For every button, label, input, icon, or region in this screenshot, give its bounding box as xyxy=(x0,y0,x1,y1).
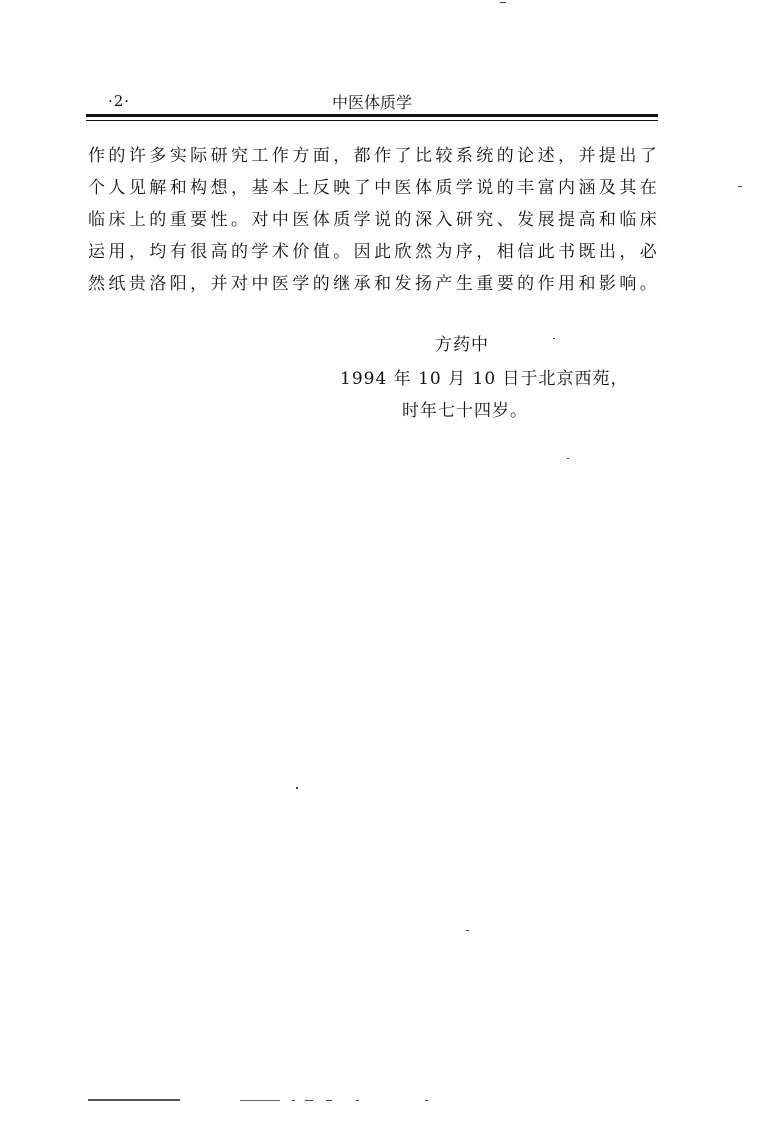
signature-age: 时年七十四岁。 xyxy=(402,401,528,421)
signature-date-place: 1994 年 10 月 10 日于北京西苑， xyxy=(340,369,629,389)
scan-speck xyxy=(466,930,469,931)
page-number: ·2· xyxy=(108,92,131,110)
scan-speck xyxy=(553,338,555,339)
scan-edge-artifact xyxy=(88,1099,180,1101)
signature-author: 方药中 xyxy=(435,335,489,355)
header-rule-thick xyxy=(86,114,658,117)
scan-speck xyxy=(356,1100,359,1101)
header-rule-thin xyxy=(86,120,658,121)
scan-speck xyxy=(305,1100,313,1101)
book-title: 中医体质学 xyxy=(331,93,412,112)
scan-speck xyxy=(567,458,569,459)
scan-speck xyxy=(738,186,742,187)
body-line: 作的许多实际研究工作方面，都作了比较系统的论述，并提出了 xyxy=(88,146,658,166)
body-line: 然纸贵洛阳，并对中医学的继承和发扬产生重要的作用和影响。 xyxy=(88,274,658,294)
scan-speck xyxy=(326,1100,332,1101)
scan-edge-artifact xyxy=(240,1100,280,1101)
scan-speck xyxy=(425,1100,428,1101)
body-line: 个人见解和构想，基本上反映了中医体质学说的丰富内涵及其在 xyxy=(88,178,658,198)
scan-speck xyxy=(292,1100,295,1101)
body-paragraph xyxy=(88,140,658,300)
body-line: 运用，均有很高的学术价值。因此欣然为序，相信此书既出，必 xyxy=(88,242,658,262)
running-header xyxy=(88,90,656,112)
scan-speck xyxy=(296,787,298,789)
scan-speck xyxy=(500,2,506,3)
body-line: 临床上的重要性。对中医体质学说的深入研究、发展提高和临床 xyxy=(88,210,658,230)
